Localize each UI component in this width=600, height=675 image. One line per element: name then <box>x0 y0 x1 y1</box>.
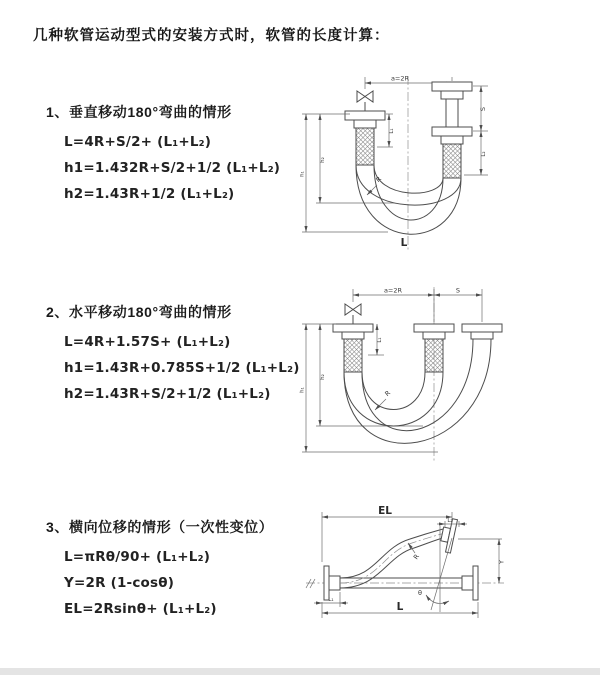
formula-length: L=4R+1.57S+ (L₁+L₂) <box>64 334 231 350</box>
formula-h2: h2=1.43R+S/2+1/2 (L₁+L₂) <box>64 386 271 402</box>
dim-a2r-label: a=2R <box>390 74 410 83</box>
diagram-vertical-180-bend <box>300 70 595 257</box>
diagram-horizontal-180-bend <box>298 282 598 469</box>
dim-h2-label: h₂ <box>320 374 326 380</box>
radius-label: R <box>383 388 393 398</box>
formula-length: L=πRθ/90+ (L₁+L₂) <box>64 549 211 565</box>
formula-list <box>64 129 301 207</box>
diagram-lateral-displacement <box>300 496 598 661</box>
dimension-stroke-s <box>473 86 488 131</box>
section-heading: 3、横向位移的情形（一次性变位） <box>46 519 274 535</box>
pipe-break-mark <box>306 579 315 588</box>
middle-end-fitting <box>414 324 454 372</box>
formula-length: L=4R+S/2+ (L₁+L₂) <box>64 134 212 150</box>
section-heading: 2、水平移动180°弯曲的情形 <box>46 304 232 320</box>
dim-l2-label: L₂ <box>481 151 487 157</box>
dim-y-label: Y <box>497 560 506 564</box>
dim-l1-label: L₁ <box>377 337 383 343</box>
left-end-fitting <box>345 111 385 165</box>
dim-l1-label: L₁ <box>328 597 334 603</box>
formula-list <box>64 329 301 407</box>
hose-loop-position1 <box>344 372 443 426</box>
dimension-stroke-s <box>434 287 482 323</box>
dim-h1-label: h₁ <box>299 387 306 393</box>
formula-h2: h2=1.43R+1/2 (L₁+L₂) <box>64 186 235 202</box>
dim-l1-label: L₁ <box>389 128 395 134</box>
right-end-fitting-shifted <box>462 324 502 339</box>
braided-hose-section <box>344 339 362 372</box>
hose-displaced-position <box>340 529 446 588</box>
section-lateral-displacement <box>46 518 301 622</box>
dimension-l1 <box>314 592 348 607</box>
dim-l2-label: L₂ <box>447 518 453 524</box>
scan-edge-artifact <box>0 668 600 675</box>
radius-label: R <box>374 174 384 184</box>
angle-theta-label: θ <box>418 589 422 597</box>
formula-h1: h1=1.43R+0.785S+1/2 (L₁+L₂) <box>64 360 300 376</box>
right-end-fitting-upper <box>432 82 472 127</box>
braided-hose-section <box>425 339 443 372</box>
valve-icon <box>357 91 373 111</box>
formula-h1: h1=1.432R+S/2+1/2 (L₁+L₂) <box>64 160 281 176</box>
dimension-h2 <box>316 324 423 426</box>
dim-a2r-label: a=2R <box>383 286 403 295</box>
braided-hose-section <box>443 144 461 178</box>
dim-el-label: EL <box>378 505 392 517</box>
dim-s-label: S <box>455 286 461 295</box>
dim-h1-label: h₁ <box>300 171 306 177</box>
bend-radius-callout <box>375 389 392 410</box>
formula-y: Y=2R (1-cosθ) <box>64 575 175 591</box>
left-flange <box>324 566 340 600</box>
right-flange <box>462 566 478 600</box>
length-label: L <box>400 237 408 249</box>
page-title: 几种软管运动型式的安装方式时，软管的长度计算： <box>33 28 390 44</box>
dim-l-label: L <box>396 601 404 613</box>
dimension-l <box>322 601 478 618</box>
dimension-l2 <box>464 131 488 175</box>
dimension-el <box>322 505 452 562</box>
valve-icon <box>345 304 361 324</box>
formula-el: EL=2Rsinθ+ (L₁+L₂) <box>64 601 217 617</box>
braided-hose-section <box>356 128 374 165</box>
right-end-fitting-lower <box>432 127 472 178</box>
formula-list <box>64 544 301 622</box>
left-end-fitting <box>333 324 373 372</box>
dim-s-label: S <box>479 106 487 112</box>
radius-label: R <box>411 552 421 562</box>
section-vertical-movement <box>46 103 301 207</box>
dimension-span-a2r <box>353 287 434 323</box>
dim-h2-label: h₂ <box>320 157 326 163</box>
section-horizontal-movement <box>46 303 301 407</box>
section-heading: 1、垂直移动180°弯曲的情形 <box>46 104 232 120</box>
